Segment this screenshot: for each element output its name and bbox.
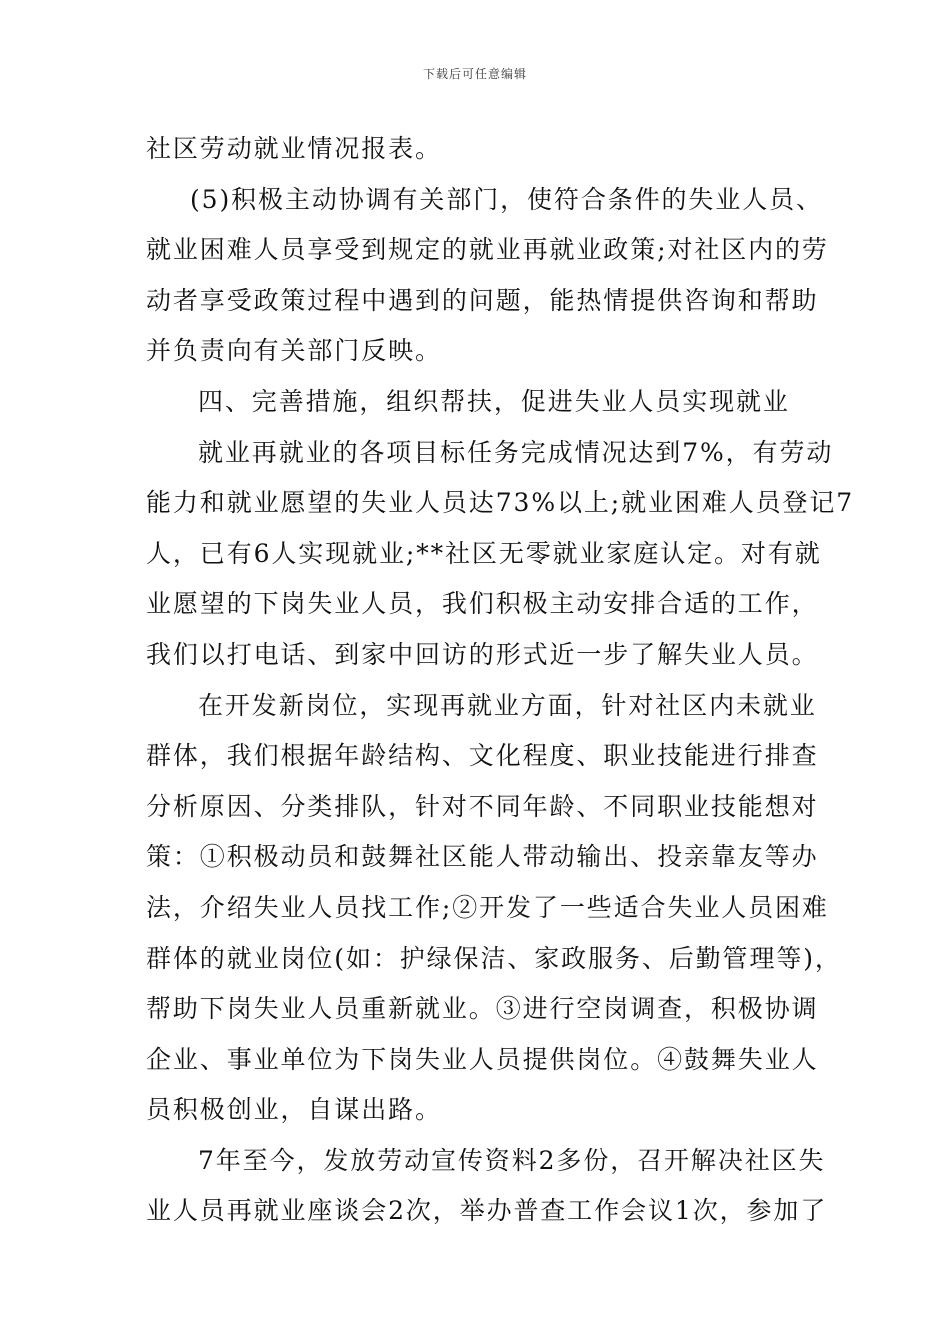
text-line: 人，已有6人实现就业;**社区无零就业家庭认定。对有就 xyxy=(146,538,822,568)
text-line: 业人员再就业座谈会2次，举办普查工作会议1次，参加了 xyxy=(146,1196,828,1226)
text-line: 就业困难人员享受到规定的就业再就业政策;对社区内的劳 xyxy=(146,235,829,265)
section-heading: 四、完善措施，组织帮扶，促进失业人员实现就业 xyxy=(198,386,790,416)
text-line: 帮助下岗失业人员重新就业。③进行空岗调查，积极协调 xyxy=(146,994,819,1024)
text-line: 群体的就业岗位(如：护绿保洁、家政服务、后勤管理等)， xyxy=(146,943,842,973)
text-line: 员积极创业，自谋出路。 xyxy=(146,1095,442,1125)
text-line: 分析原因、分类排队，针对不同年龄、不同职业技能想对 xyxy=(146,791,819,821)
text-line: 策：①积极动员和鼓舞社区能人带动输出、投亲靠友等办 xyxy=(146,842,819,872)
text-line: 法，介绍失业人员找工作;②开发了一些适合失业人员困难 xyxy=(146,892,829,922)
text-line: 7年至今，发放劳动宣传资料2多份，召开解决社区失 xyxy=(198,1145,826,1175)
text-line: 并负责向有关部门反映。 xyxy=(146,336,442,366)
text-line: 企业、事业单位为下岗失业人员提供岗位。④鼓舞失业人 xyxy=(146,1044,819,1074)
text-line: 在开发新岗位，实现再就业方面，针对社区内未就业 xyxy=(198,690,817,720)
text-line: (5)积极主动协调有关部门，使符合条件的失业人员、 xyxy=(190,184,823,214)
document-body xyxy=(146,124,855,1237)
text-line: 群体，我们根据年龄结构、文化程度、职业技能进行排查 xyxy=(146,741,819,771)
text-line: 能力和就业愿望的失业人员达73%以上;就业困难人员登记7 xyxy=(146,488,855,518)
text-line: 社区劳动就业情况报表。 xyxy=(146,134,442,163)
text-line: 我们以打电话、到家中回访的形式近一步了解失业人员。 xyxy=(146,639,819,669)
text-line: 就业再就业的各项目标任务完成情况达到7%，有劳动 xyxy=(198,437,834,467)
page-header: 下载后可任意编辑 xyxy=(422,67,527,81)
text-line: 业愿望的下岗失业人员，我们积极主动安排合适的工作， xyxy=(146,589,819,619)
text-line: 动者享受政策过程中遇到的问题，能热情提供咨询和帮助 xyxy=(146,285,819,315)
